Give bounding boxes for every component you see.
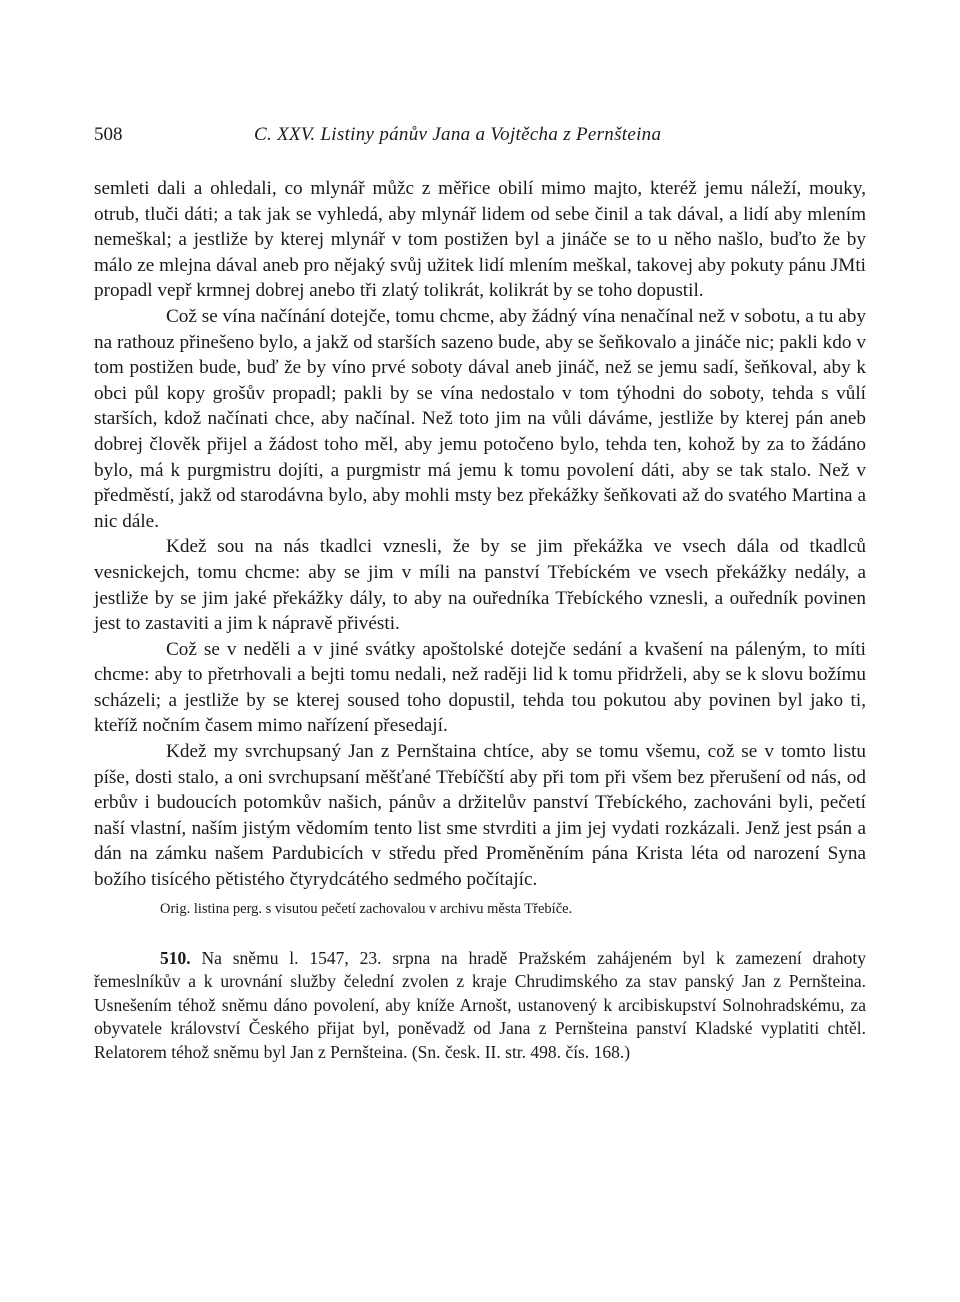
entry-number: 510. xyxy=(160,947,191,968)
page-number: 508 xyxy=(94,124,123,145)
running-title: C. XXV. Listiny pánův Jana a Vojtěcha z Pernšteina xyxy=(254,124,662,145)
paragraph: Kdež sou na nás tkadlci vznesli, že by se jim překážka ve vsech dála od tkadlců vesnickejch, tomu chcme: aby se jim v míli na panství Třebíckém ve vsech překážky nedály, a jestliže by se jim jaké překážky dály, to aby na ouředníka Třebíckého vznesli, a ouředník povinen jest to zastaviti a jim k nápravě přivésti. xyxy=(94,536,866,635)
source-note: Orig. listina perg. s visutou pečetí zachovalou v archivu města Třebíče. xyxy=(160,900,573,917)
paragraph: semleti dali a ohledali, co mlynář můžc z měřice obilí mimo majto, kteréž jemu náleží, mouky, otrub, tluči dáti; a tak jak se vyhledá, aby mlynář lidem od sebe činil a tak dával, a lidí aby mlením nemeškal; a jestliže by kterej mlynář v tom postižen byl a jináče se to u něho našlo, buďto že by málo ze mlejna dával aneb pro nějaký svůj užitek lidí mlením meškal, takovej aby pokuty pánu JMti propadl vepř krmnej dobrej anebo tři zlatý tolikrát, kolikrát by se toho dopustil. xyxy=(94,178,866,302)
paragraph: Což se vína načínání dotejče, tomu chcme, aby žádný vína nenačínal než v sobotu, a tu aby na rathouz přinešeno bylo, a jakž od starších sazeno bude, aby se šeňkovalo a jináče nic; pakli kdo v tom postižen bude, buď že by víno prvé soboty dával aneb jináč, než se jemu sadí, šeňkoval, aby k obci půl kopy grošův propadl; pakli by se vína nedostalo v tom týhodni do soboty, tehda s vůlí starších, kdož načínati chce, aby načínal. Než toto jim na vůli dáváme, jestliže by kterej pán aneb dobrej člověk přijel a žádost toho měl, aby jemu potočeno bylo, tehda ten, kohož by za to žádáno bylo, má k purgmistru dojíti, a purgmistr má jemu k tomu povolení dáti, aby se tak stalo. Než v předměstí, jakž od starodávna bylo, aby mohli msty bez překážky šeňkovati až do svatého Martina a nic dále. xyxy=(94,305,866,532)
paragraph: Kdež my svrchupsaný Jan z Pernštaina chtíce, aby se tomu všemu, což se v tomto listu píše, dosti stalo, a oni svrchupsaní měšťané Třebíčští aby při tom při všem bez přerušení od nás, od erbův i budoucích potomkův našich, pánův a držitelův panství Třebíckého, zachováni byli, pečetí naší vlastní, naším jistým vědomím tento list sme stvrditi a jim jej vydati rozkázali. Jenž jest psán a dán na zámku našem Pardubicích v středu před Proměněním pána Krista léta od narození Syna božího tisícého pětistého čtyrydcátého sedmého počítajíc. xyxy=(94,741,866,891)
document-body xyxy=(94,176,866,893)
page-header xyxy=(94,118,866,150)
document-page xyxy=(94,118,866,1065)
entry-510 xyxy=(94,947,866,1065)
paragraph: Což se v neděli a v jiné svátky apoštolské dotejče sedání a kvašení na páleným, to míti chcme: aby to přetrhovali a bejti tomu nedali, než raději lid k tomu přidrželi, aby se k slovu božímu scházeli; a jestliže by se kterej soused toho dopustil, tehda tou pokutou aby povinen byl jako ti, kteříž nočním časem mimo nařízení přesedají. xyxy=(94,638,866,737)
entry-text: Na sněmu l. 1547, 23. srpna na hradě Pražském zahájeném byl k zamezení drahoty řemeslníkův a k urovnání služby čelední zvolen z kraje Chrudimského za stav panský Jan z Pernšteina. Usnešením téhož sněmu dáno povolení, aby kníže Arnošt, ustanovený k arcibiskupství Solnohradskému, za obyvatele království Českého přijat byl, poněvadž od Jana z Pernšteina panství Kladské vyplatiti chtěl. Relatorem téhož sněmu byl Jan z Pernšteina. (Sn. česk. II. str. 498. čís. 168.) xyxy=(94,947,866,1062)
